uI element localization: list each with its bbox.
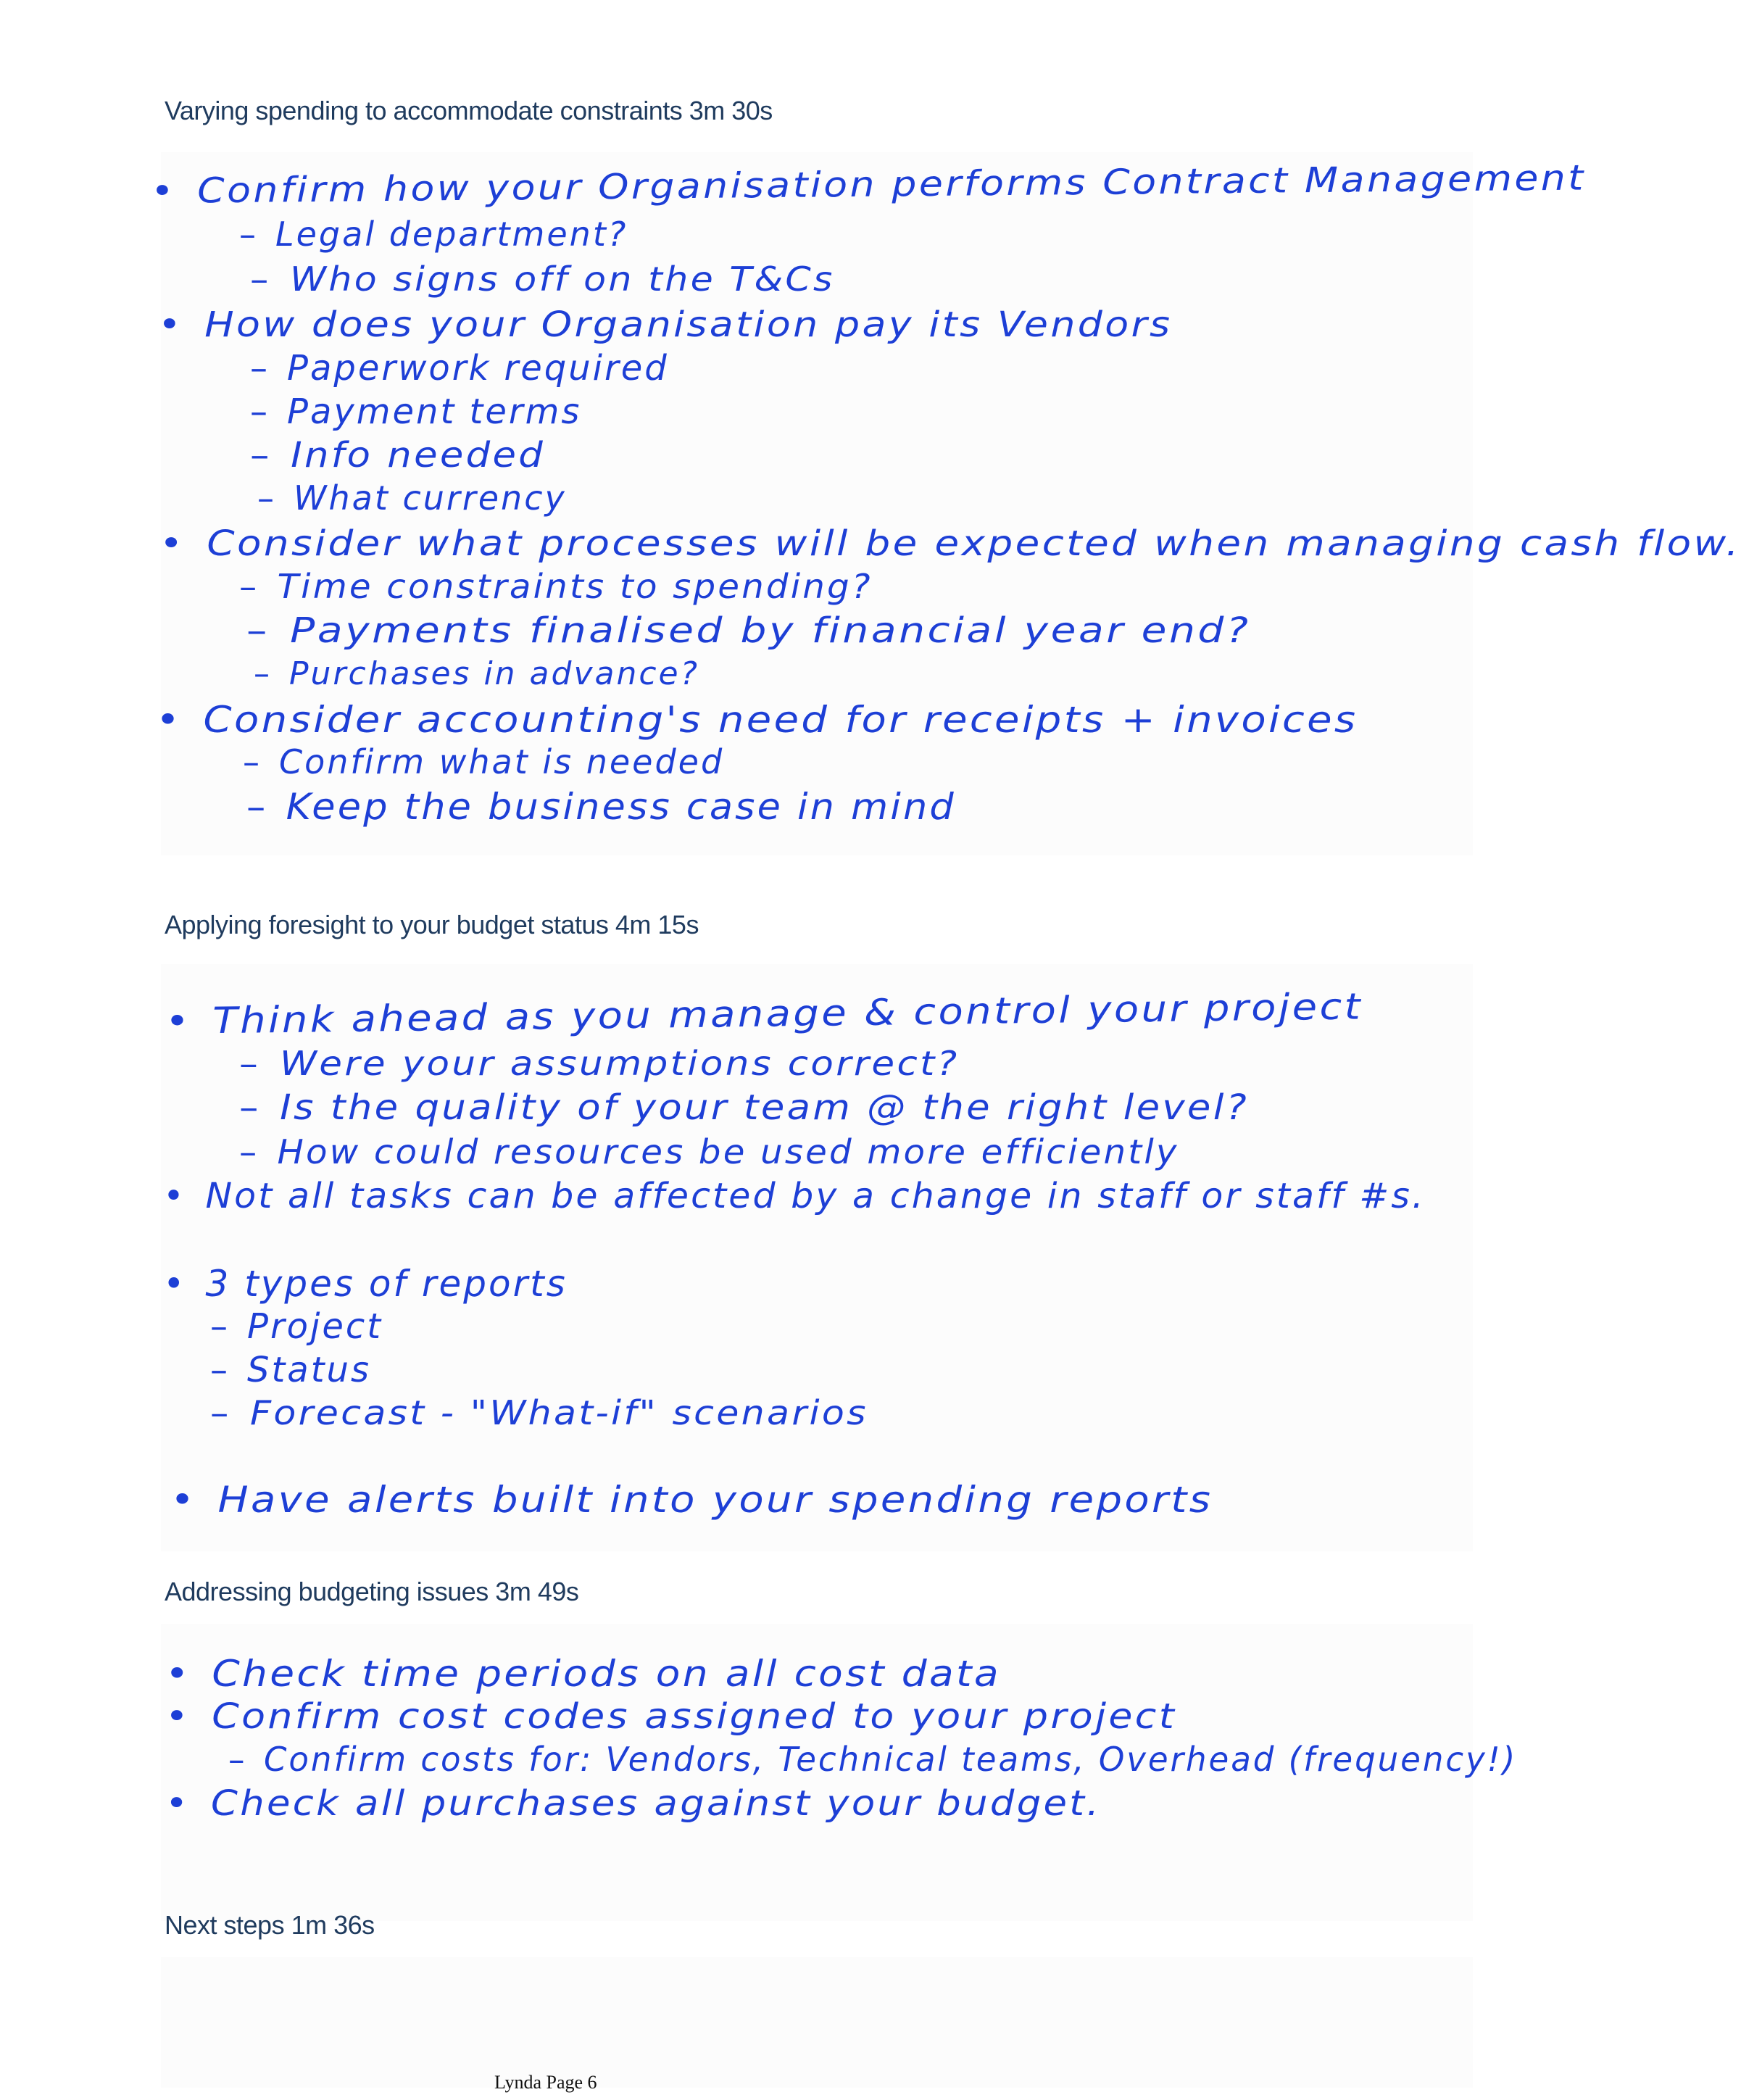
handwritten-subitem: – Keep the business case in mind bbox=[246, 786, 956, 828]
handwritten-bullet: • Consider accounting's need for receipts + invoices bbox=[156, 699, 1358, 741]
handwritten-subitem: – Status bbox=[210, 1350, 371, 1390]
handwritten-bullet: • Not all tasks can be affected by a change in staff or staff #s. bbox=[163, 1176, 1426, 1216]
handwritten-bullet: • 3 types of reports bbox=[163, 1263, 568, 1305]
handwritten-bullet: • Think ahead as you manage & control your project bbox=[165, 985, 1363, 1042]
handwritten-bullet: • How does your Organisation pay its Vendors bbox=[158, 304, 1172, 345]
handwritten-subitem: – Is the quality of your team @ the right level? bbox=[239, 1087, 1249, 1128]
page-footer: Lynda Page 6 bbox=[494, 2072, 597, 2093]
handwritten-subitem: – Payments finalised by financial year end? bbox=[246, 610, 1251, 651]
handwritten-subitem: – Paperwork required bbox=[250, 348, 669, 389]
section-heading: Addressing budgeting issues 3m 49s bbox=[165, 1577, 579, 1606]
handwritten-subitem: – Time constraints to spending? bbox=[239, 567, 873, 606]
handwritten-bullet: • Confirm how your Organisation performs Contract Management bbox=[151, 157, 1586, 212]
note-container bbox=[161, 1957, 1473, 2088]
handwritten-subitem: – Legal department? bbox=[239, 215, 628, 254]
handwritten-subitem: – What currency bbox=[257, 478, 567, 518]
handwritten-bullet: • Check all purchases against your budget. bbox=[165, 1783, 1101, 1824]
handwritten-bullet: • Have alerts built into your spending reports bbox=[170, 1479, 1213, 1521]
handwritten-subitem: – Project bbox=[210, 1306, 383, 1347]
handwritten-subitem: – How could resources be used more efficiently bbox=[239, 1132, 1179, 1171]
handwritten-subitem: – Confirm what is needed bbox=[243, 742, 724, 781]
handwritten-bullet: • Consider what processes will be expected when managing cash flow. bbox=[159, 523, 1741, 564]
handwritten-subitem: – Confirm costs for: Vendors, Technical teams, Overhead (frequency!) bbox=[228, 1740, 1517, 1779]
handwritten-subitem: – Purchases in advance? bbox=[254, 655, 699, 692]
handwritten-subitem: – Forecast - "What-if" scenarios bbox=[210, 1393, 868, 1432]
handwritten-bullet: • Confirm cost codes assigned to your project bbox=[165, 1696, 1176, 1737]
handwritten-subitem: – Who signs off on the T&Cs bbox=[250, 260, 835, 299]
handwritten-subitem: – Were your assumptions correct? bbox=[239, 1044, 959, 1083]
section-heading: Applying foresight to your budget status 4m 15s bbox=[165, 910, 699, 939]
handwritten-bullet: • Check time periods on all cost data bbox=[165, 1653, 1001, 1695]
section-heading: Next steps 1m 36s bbox=[165, 1910, 375, 1940]
section-heading: Varying spending to accommodate constraints 3m 30s bbox=[165, 96, 773, 125]
handwritten-subitem: – Payment terms bbox=[250, 391, 581, 432]
handwritten-subitem: – Info needed bbox=[250, 435, 545, 476]
